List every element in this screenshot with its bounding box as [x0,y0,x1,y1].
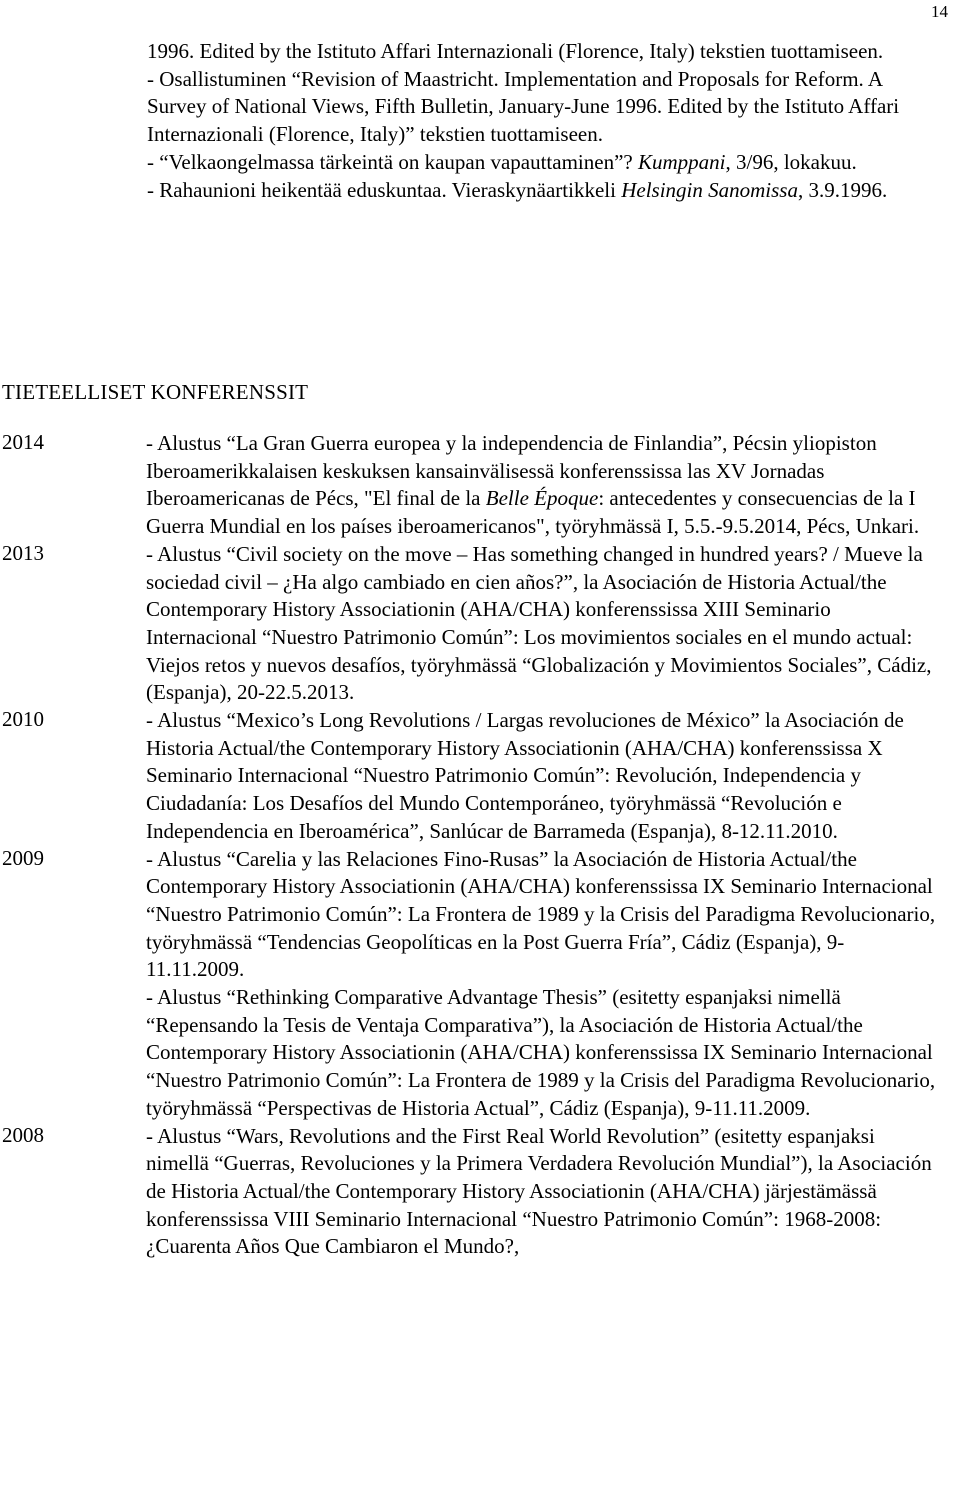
entry-year: 2014 [2,430,44,454]
conference-entry [0,707,960,846]
entry-year: 2008 [2,1122,44,1147]
italic-text: Kumppani [637,149,726,174]
entry-text [146,846,936,985]
entry-text [146,430,936,541]
intro-item [147,38,937,66]
entry-text [146,541,936,707]
text-run: : antecedentes y consecuencias de la I Guerra Mundial en los países iberoamericanos", työryhmässä I, 5.5.-9.5.2014, Pécs, Unkari. [146,486,920,539]
italic-text: Belle Époque [485,486,599,511]
intro-item [147,177,937,205]
entry-text [146,707,936,846]
text-run: - Alustus “Wars, Revolutions and the First Real World Revolution” (esitetty espanjaksi nimellä “Guerras, Revoluciones y la Primera Verdadera Revolución Mundial”), la Asociación de Historia Actual/the Contemporary History Associationin (AHA/CHA) järjestämässä konferenssissa VIII Seminario Internacional “Nuestro Patrimonio Común”: 1968-2008: ¿Cuarenta Años Que Cambiaron el Mundo?, [146,1123,932,1259]
entry-text [146,984,936,1123]
conference-entry [0,541,960,707]
conference-entry [0,846,960,1123]
text-run: , 3/96, lokakuu. [725,149,857,174]
intro-item [147,66,937,149]
entry-year: 2013 [2,540,44,565]
entry-year: 2009 [2,845,44,870]
italic-text: Helsingin Sanomissa [621,177,798,202]
text-run: - Alustus “Civil society on the move – Has something changed in hundred years? / Mueve la sociedad civil – ¿Ha algo cambiado en cien años?”, la Asociación de Historia Actual/the Contemporary History Associationin (AHA/CHA) konferenssissa XIII Seminario Internacional “Nuestro Patrimonio Común”: Los movimientos sociales en el mundo actual: Viejos retos y nuevos desafíos, työryhmässä “Globalización y Movimientos Sociales”, Cádiz, (Espanja), 20-22.5.2013. [146,541,932,705]
text-run: - Osallistuminen “Revision of Maastricht. Implementation and Proposals for Reform. A Survey of National Views, Fifth Bulletin, January-June 1996. Edited by the Istituto Affari Internazionali (Florence, Italy)” tekstien tuottamiseen. [147,66,900,147]
text-run: - Alustus “Rethinking Comparative Advantage Thesis” (esitetty espanjaksi nimellä “Repensando la Tesis de Ventaja Comparativa”), la Asociación de Historia Actual/the Contemporary History Associationin (AHA/CHA) konferenssissa IX Seminario Internacional “Nuestro Patrimonio Común”: La Frontera de 1989 y la Crisis del Paradigma Revolucionario, työryhmässä “Perspectivas de Historia Actual”, Cádiz (Espanja), 9-11.11.2009. [146,985,936,1120]
text-run: 1996. Edited by the Istituto Affari Internazionali (Florence, Italy) tekstien tuottamiseen. [147,39,884,63]
intro-list [147,38,937,204]
text-run: - Alustus “La Gran Guerra europea y la independencia de Finlandia”, Pécsin yliopiston Iberoamerikkalaisen keskuksen kansainvälisessä konferenssissa las XV Jornadas Iberoamericanas de Pécs, "El final de la [146,431,877,511]
entry-year: 2010 [2,707,44,732]
page-number: 14 [931,2,948,21]
conference-entry [0,1123,960,1262]
text-run: - Alustus “Mexico’s Long Revolutions / Largas revoluciones de México” la Asociación de Historia Actual/the Contemporary History Associationin (AHA/CHA) konferenssissa X Seminario Internacional “Nuestro Patrimonio Común”: Revolución, Independencia y Ciudadanía: Los Desafíos del Mundo Contemporáneo, työryhmässä “Revolución e Independencia en Iberoamérica”, Sanlúcar de Barrameda (Espanja), 8-12.11.2010. [146,708,904,843]
text-run: - Alustus “Carelia y las Relaciones Fino-Rusas” la Asociación de Historia Actual/the Contemporary History Associationin (AHA/CHA) konferenssissa IX Seminario Internacional “Nuestro Patrimonio Común”: La Frontera de 1989 y la Crisis del Paradigma Revolucionario, työryhmässä “Tendencias Geopolíticas en la Post Guerra Fría”, Cádiz (Espanja), 9-11.11.2009. [146,846,936,982]
intro-item [147,149,937,177]
text-run: - “Velkaongelmassa tärkeintä on kaupan vapauttaminen”? [147,149,638,174]
conference-entry [0,430,960,541]
conference-list [0,430,960,1261]
entry-text [146,1123,936,1262]
text-run: - Rahaunioni heikentää eduskuntaa. Vieraskynäartikkeli [147,177,622,202]
section-heading: TIETEELLISET KONFERENSSIT [2,380,309,404]
text-run: , 3.9.1996. [797,177,888,202]
